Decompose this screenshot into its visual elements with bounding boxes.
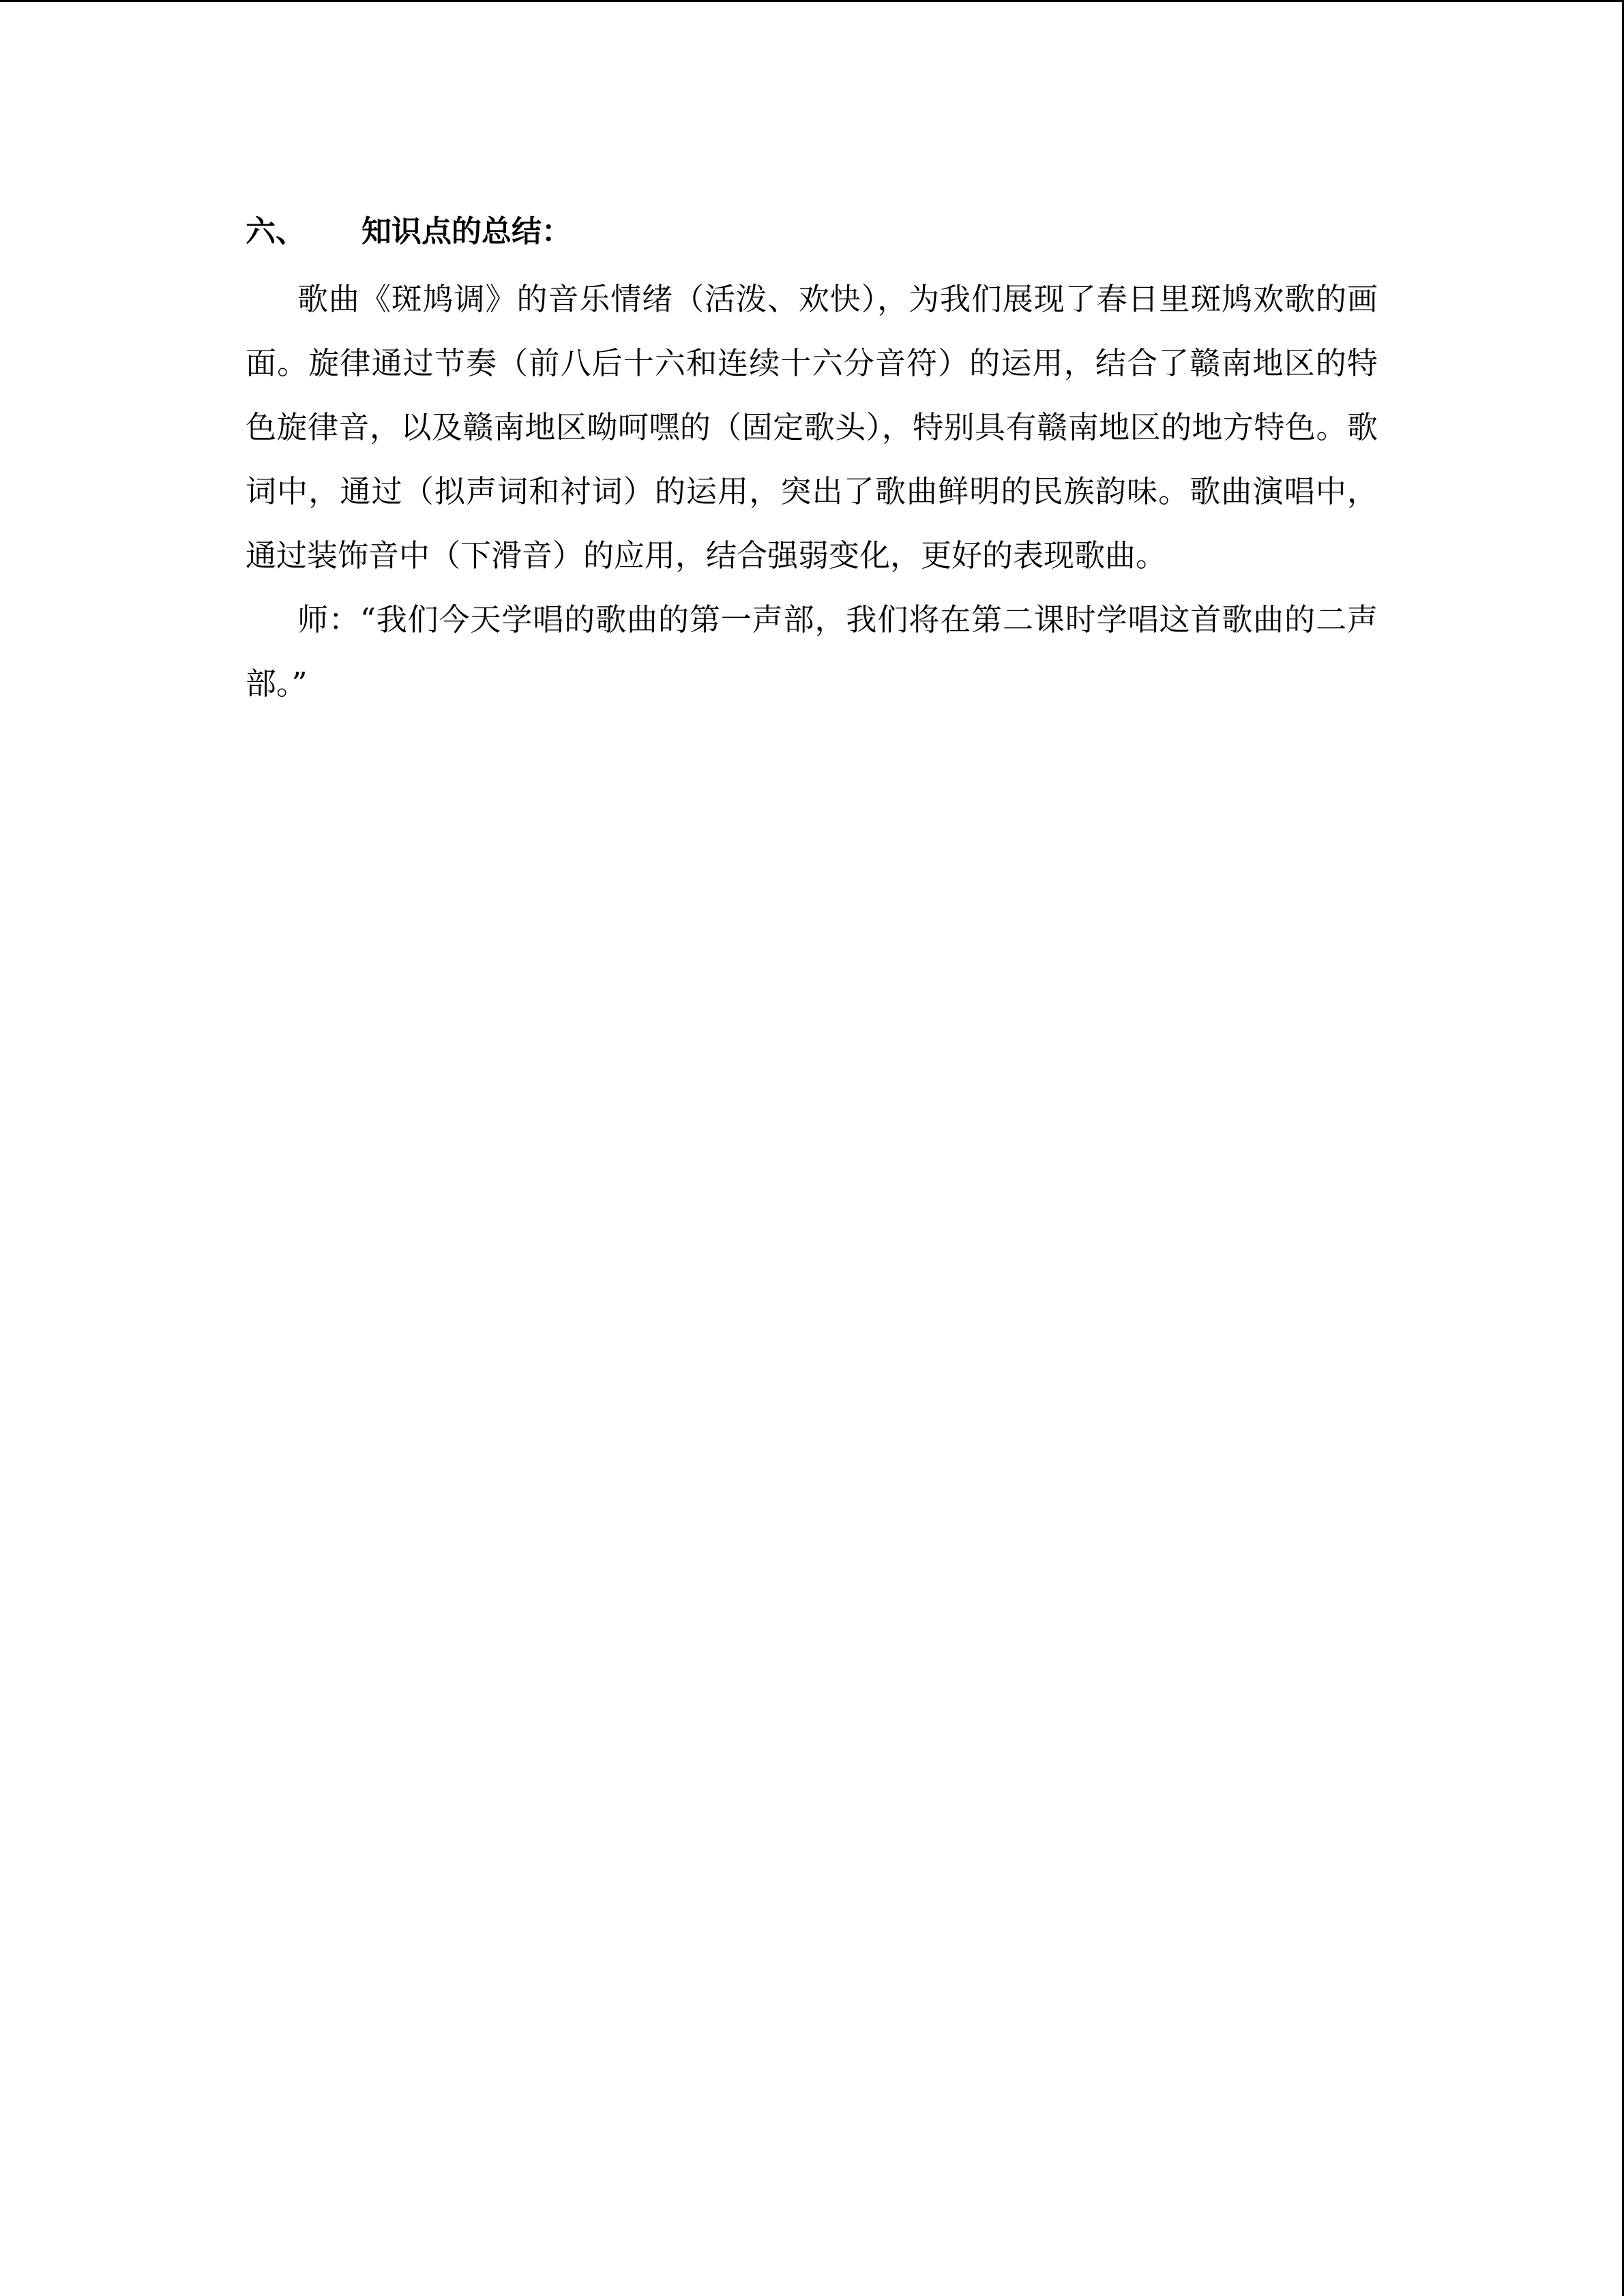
section-title: 知识点的总结：	[361, 214, 572, 249]
page-top-border	[0, 0, 1624, 2]
document-body	[246, 205, 1378, 716]
section-heading	[246, 205, 1378, 259]
teacher-quote-paragraph: 师：“我们今天学唱的歌曲的第一声部，我们将在第二课时学唱这首歌曲的二声部。”	[246, 601, 1378, 702]
section-number: 六、	[246, 214, 306, 249]
summary-paragraph: 歌曲《斑鸠调》的音乐情绪（活泼、欢快），为我们展现了春日里斑鸠欢歌的画面。旋律通过节奏（前八后十六和连续十六分音符）的运用，结合了赣南地区的特色旋律音，以及赣南地区呦呵嘿的（固定歌头），特别具有赣南地区的地方特色。歌词中，通过（拟声词和衬词）的运用，突出了歌曲鲜明的民族韵味。歌曲演唱中，通过装饰音中（下滑音）的应用，结合强弱变化，更好的表现歌曲。	[246, 281, 1378, 573]
